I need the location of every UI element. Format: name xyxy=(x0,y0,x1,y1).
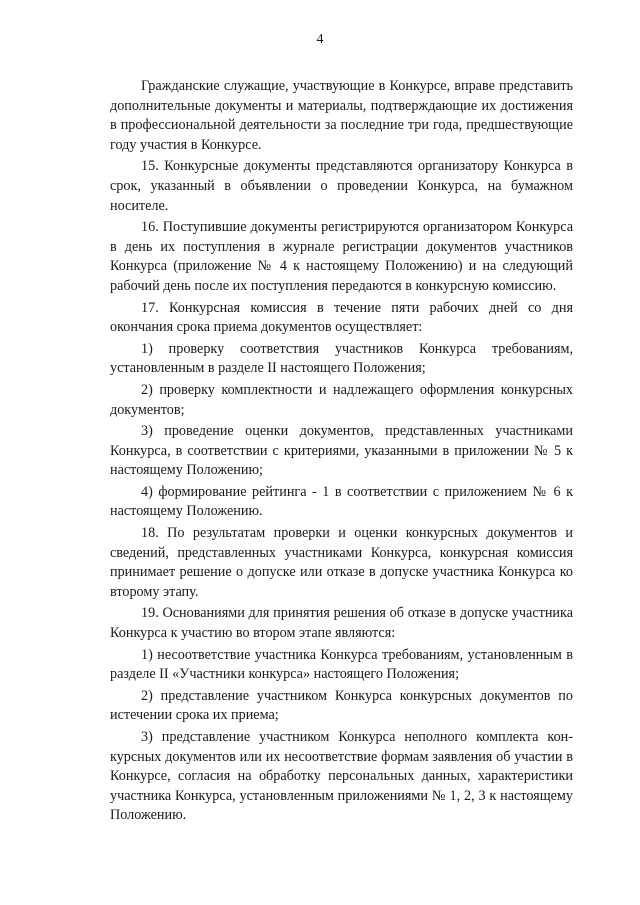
paragraph-19: 19. Основаниями для принятия решения об отказе в допуске участника Конкурса к участию во втором этапе являются: xyxy=(110,605,573,642)
page-number: 4 xyxy=(316,32,324,47)
paragraph-18: 18. По результатам проверки и оценки конкурсных документов и сведений, представленных участниками Конкурса, конкурсная комиссия принимает решение о допуске или отказе в допуске участника Конкурса ко второму этапу. xyxy=(110,525,573,600)
paragraph-17-item-2: 2) проверку комплектности и надлежащего оформления конкурсных документов; xyxy=(110,381,573,418)
paragraph-17-item-3: 3) проведение оценки документов, представленных участниками Конкурса, в соответствии с критериями, указанными в приложении № 5 к настоящему Положению; xyxy=(110,423,573,479)
document-body xyxy=(110,77,573,828)
paragraph-19-item-3: 3) представление участником Конкурса неполного комплекта конкурсных документов или их несоответствие формам заявления об участии в Конкурсе, согласия на обработку персональных данных, характеристики участника Конкурса, установленным приложениями № 1, 2, 3 к настоящему Положению. xyxy=(110,729,573,824)
paragraph-15: 15. Конкурсные документы представляются организатору Конкурса в срок, указанный в объявлении о проведении Конкурса, на бумажном носителе. xyxy=(110,158,573,214)
paragraph-19-item-2: 2) представление участником Конкурса конкурсных документов по истечении срока их приема; xyxy=(110,687,573,724)
paragraph-17-item-1: 1) проверку соответствия участников Конкурса требованиям, установленным в разделе II настоящего Положения; xyxy=(110,340,573,377)
paragraph-16: 16. Поступившие документы регистрируются организатором Конкурса в день их поступления в журнале регистрации документов участников Конкурса (приложение № 4 к настоящему Положению) и на следующий рабочий день после их поступления передаются в конкурсную комиссию. xyxy=(110,219,573,294)
paragraph-19-item-1: 1) несоответствие участника Конкурса требованиям, установленным в разделе II «Участники конкурса» настоящего Положения; xyxy=(110,646,573,683)
paragraph-civil-servants-materials: Гражданские служащие, участвующие в Конкурсе, вправе представить дополнительные документы и материалы, подтверждающие их достижения в профессиональной деятельности за последние три года, предшествующие году участия в Конкурсе. xyxy=(110,78,573,153)
paragraph-17-item-4: 4) формирование рейтинга - 1 в соответствии с приложением № 6 к настоящему Положению. xyxy=(110,483,573,520)
paragraph-17: 17. Конкурсная комиссия в течение пяти рабочих дней со дня окончания срока приема документов осуществляет: xyxy=(110,299,573,336)
